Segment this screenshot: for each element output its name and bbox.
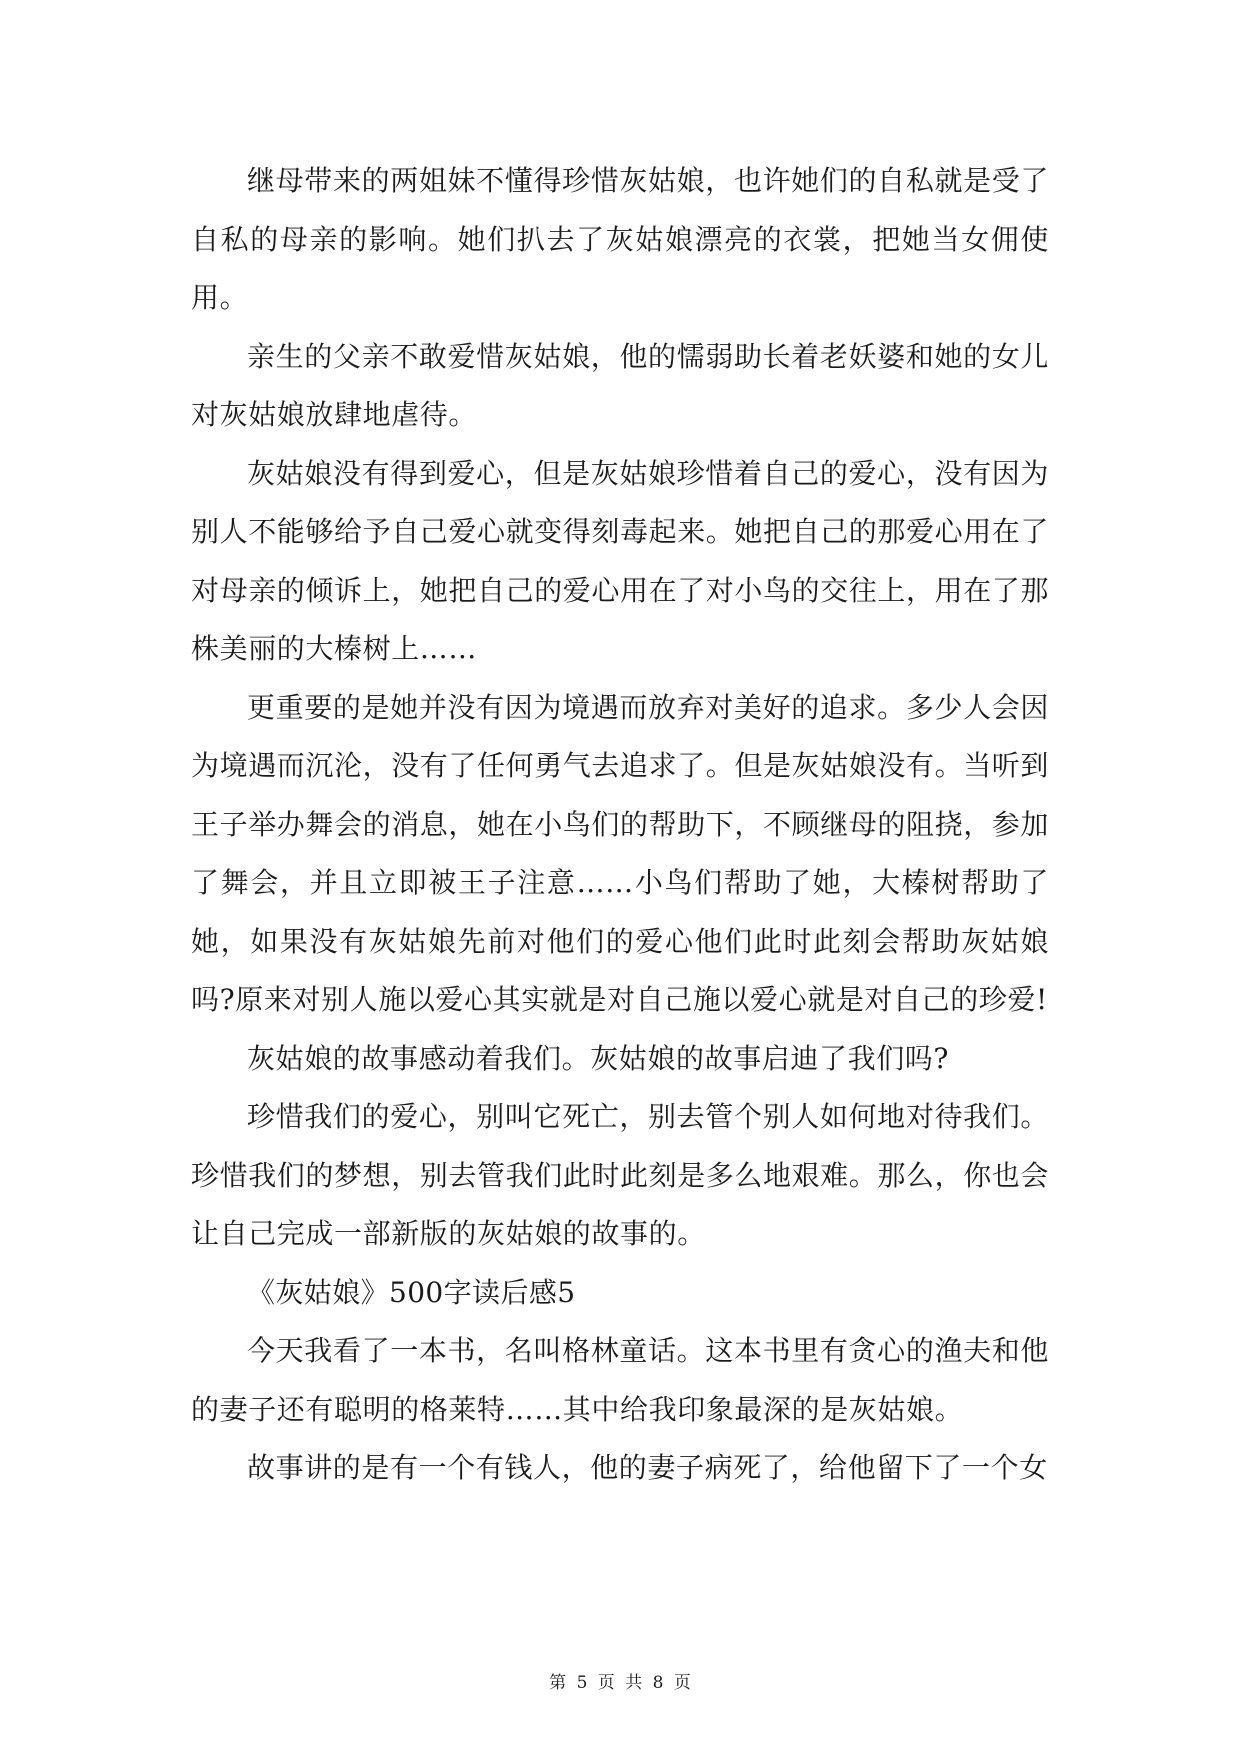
paragraph-5: 灰姑娘的故事感动着我们。灰姑娘的故事启迪了我们吗? bbox=[247, 1041, 950, 1075]
page-number-footer: 第 5 页 共 8 页 bbox=[549, 1673, 692, 1693]
document-body bbox=[191, 152, 1049, 1498]
paragraph-6: 珍惜我们的爱心，别叫它死亡，别去管个别人如何地对待我们。珍惜我们的梦想，别去管我们此时此刻是多么地艰难。那么，你也会让自己完成一部新版的灰姑娘的故事的。 bbox=[191, 1100, 1050, 1250]
paragraph-2: 亲生的父亲不敢爱惜灰姑娘，他的懦弱助长着老妖婆和她的女儿对灰姑娘放肆地虐待。 bbox=[191, 339, 1049, 431]
paragraph-4: 更重要的是她并没有因为境遇而放弃对美好的追求。多少人会因为境遇而沉沦，没有了任何勇气去追求了。但是灰姑娘没有。当听到王子举办舞会的消息，她在小鸟们的帮助下，不顾继母的阻挠，参加了舞会，并且立即被王子注意……小鸟们帮助了她，大榛树帮助了她，如果没有灰姑娘先前对他们的爱心他们此时此刻会帮助灰姑娘吗?原来对别人施以爱心其实就是对自己施以爱心就是对自己的珍爱! bbox=[191, 690, 1050, 1016]
paragraph-8: 故事讲的是有一个有钱人，他的妻子病死了，给他留下了一个女 bbox=[247, 1451, 1048, 1484]
paragraph-3: 灰姑娘没有得到爱心，但是灰姑娘珍惜着自己的爱心，没有因为别人不能够给予自己爱心就变得刻毒起来。她把自己的那爱心用在了对母亲的倾诉上，她把自己的爱心用在了对小鸟的交往上，用在了那株美丽的大榛树上…… bbox=[191, 456, 1050, 665]
paragraph-1: 继母带来的两姐妹不懂得珍惜灰姑娘，也许她们的自私就是受了自私的母亲的影响。她们扒去了灰姑娘漂亮的衣裳，把她当女佣使用。 bbox=[191, 164, 1049, 314]
section-heading: 《灰姑娘》500字读后感5 bbox=[247, 1275, 576, 1309]
paragraph-7: 今天我看了一本书，名叫格林童话。这本书里有贪心的渔夫和他的妻子还有聪明的格莱特……其中给我印象最深的是灰姑娘。 bbox=[191, 1334, 1049, 1426]
